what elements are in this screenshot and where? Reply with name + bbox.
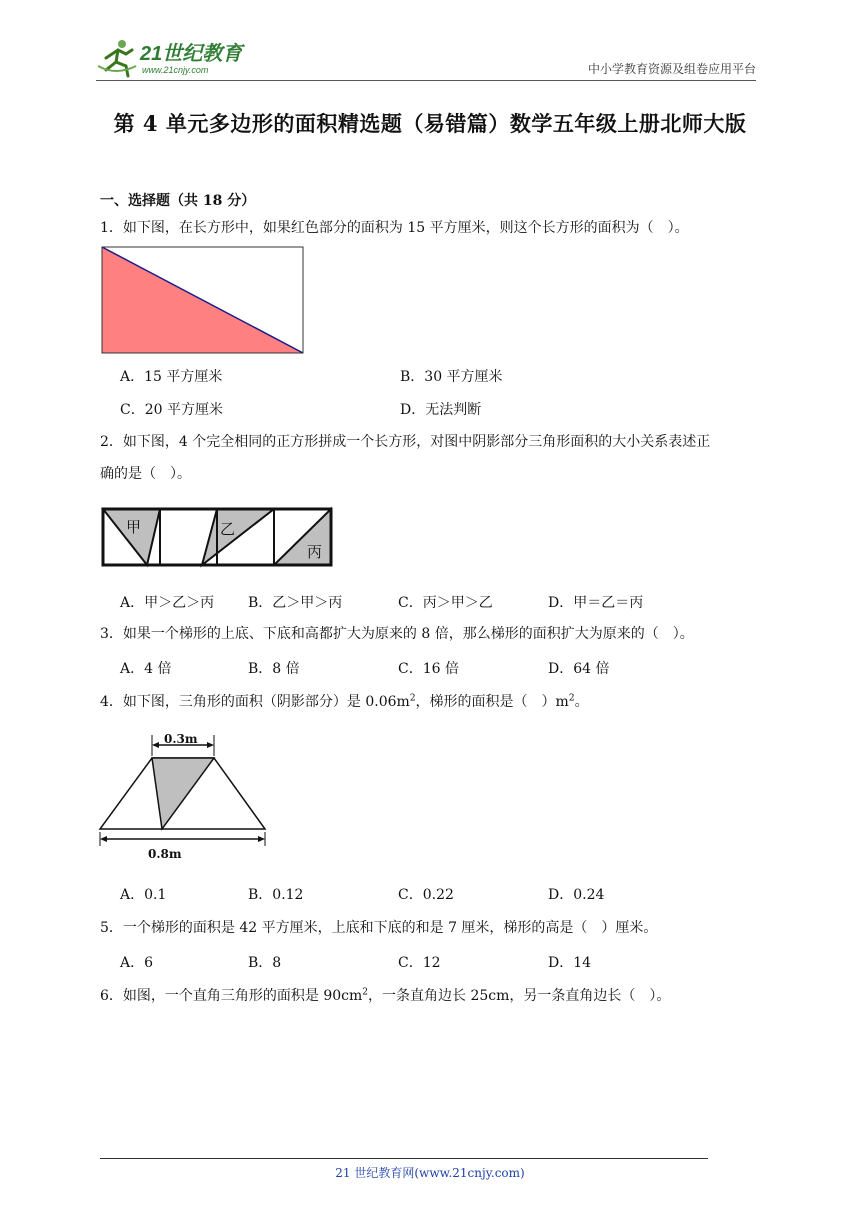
runner-icon [98, 40, 136, 76]
logo-text: 21世纪教育 [140, 43, 243, 65]
q2-option-b[interactable]: B．乙＞甲＞丙 [248, 595, 343, 611]
q3-option-c[interactable]: C．16 倍 [398, 661, 459, 677]
q4-option-c[interactable]: C．0.22 [398, 887, 454, 903]
question-5-text: 5．一个梯形的面积是 42 平方厘米，上底和下底的和是 7 厘米，梯形的高是（ ）厘米。 [100, 920, 658, 936]
header-divider [96, 80, 756, 81]
q4-option-a[interactable]: A．0.1 [120, 887, 167, 903]
question-2-figure [100, 506, 336, 568]
q5-option-d[interactable]: D．14 [548, 955, 592, 971]
page-title: 第 4 单元多边形的面积精选题（易错篇）数学五年级上册北师大版 [113, 111, 747, 136]
label-jia: 甲 [126, 518, 142, 536]
question-1-text: 1．如下图，在长方形中，如果红色部分的面积为 15 平方厘米，则这个长方形的面积为（ ）。 [100, 220, 689, 236]
logo-url: www.21cnjy.com [142, 65, 209, 75]
question-2-text-line2: 确的是（ ）。 [100, 466, 191, 482]
q5-option-a[interactable]: A．6 [120, 955, 154, 971]
question-1-figure [100, 246, 306, 356]
q4-option-b[interactable]: B．0.12 [248, 887, 304, 903]
site-logo [96, 36, 266, 80]
question-4-text: 4．如下图，三角形的面积（阴影部分）是 $0.06m^2$，梯形的面积是（ ）$m^2$。 [100, 693, 589, 710]
q2-option-c[interactable]: C．丙＞甲＞乙 [398, 595, 493, 611]
section-heading: 一、选择题（共 18 分） [100, 193, 256, 209]
footer-divider [100, 1158, 708, 1159]
bottom-length-label: 0.8m [148, 847, 182, 861]
q1-option-d[interactable]: D．无法判断 [400, 402, 482, 418]
platform-label: 中小学教育资源及组卷应用平台 [587, 62, 756, 76]
question-6-text: 6．如图，一个直角三角形的面积是 $90cm^2$，一条直角边长 25cm，另一条直角边长（ ）。 [100, 987, 671, 1004]
label-bing: 丙 [307, 543, 323, 561]
label-yi: 乙 [220, 520, 236, 538]
q5-option-c[interactable]: C．12 [398, 955, 441, 971]
q1-option-c[interactable]: C．20 平方厘米 [120, 402, 223, 418]
q4-option-d[interactable]: D．0.24 [548, 887, 605, 903]
q3-option-d[interactable]: D．64 倍 [548, 661, 610, 677]
question-2-text-line1: 2．如下图，4 个完全相同的正方形拼成一个长方形，对图中阴影部分三角形面积的大小关系表述正 [100, 434, 711, 450]
q2-option-a[interactable]: A．甲＞乙＞丙 [120, 595, 215, 611]
q3-option-a[interactable]: A．4 倍 [120, 661, 172, 677]
top-length-label: 0.3m [164, 732, 198, 746]
question-3-text: 3．如果一个梯形的上底、下底和高都扩大为原来的 8 倍，那么梯形的面积扩大为原来的（ ）。 [100, 626, 694, 642]
footer-link[interactable]: 21 世纪教育网(www.21cnjy.com) [335, 1166, 525, 1180]
q1-option-a[interactable]: A．15 平方厘米 [120, 369, 223, 385]
triangle-yi [202, 509, 274, 565]
q2-option-d[interactable]: D．甲＝乙＝丙 [548, 595, 644, 611]
q5-option-b[interactable]: B．8 [248, 955, 282, 971]
question-4-figure [96, 726, 272, 866]
q1-option-b[interactable]: B．30 平方厘米 [400, 369, 503, 385]
triangle-bing [274, 509, 331, 565]
q3-option-b[interactable]: B．8 倍 [248, 661, 300, 677]
